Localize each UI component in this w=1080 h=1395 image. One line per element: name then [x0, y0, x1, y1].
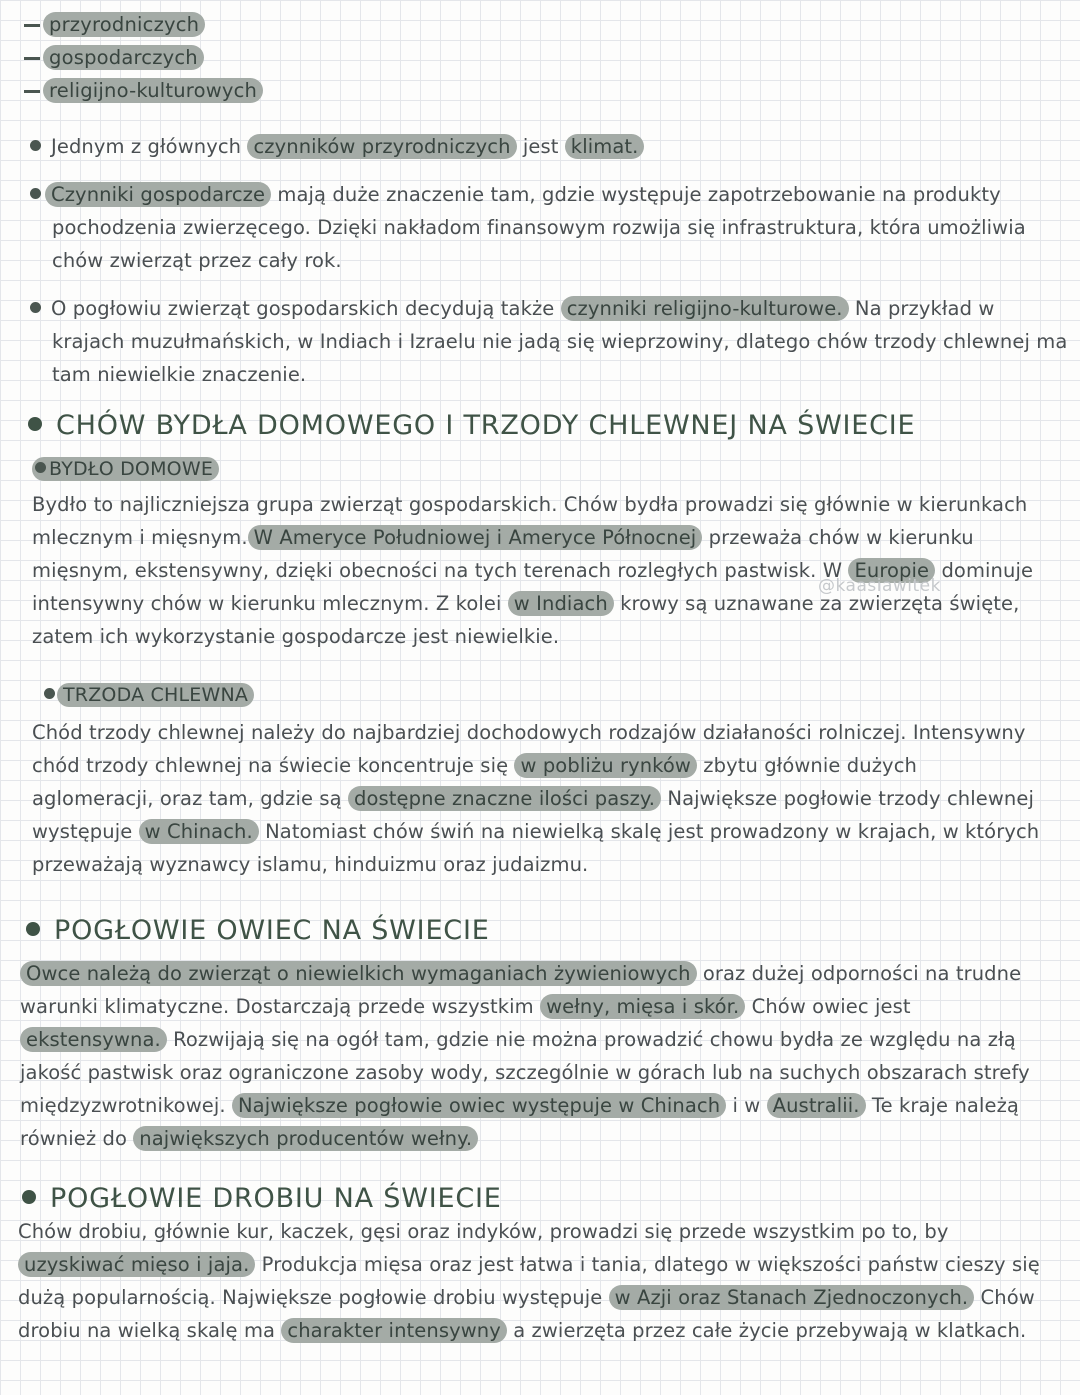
bullet-icon [44, 688, 55, 699]
bullet-icon [35, 462, 46, 473]
bullet-climate: Jednym z głównych czynników przyrodniczych jest klimat. [30, 130, 1050, 163]
subheading-cattle: BYDŁO DOMOWE [32, 454, 219, 484]
heading-poultry: POGŁOWIE DROBIU NA ŚWIECIE [22, 1181, 502, 1217]
bullet-icon [26, 922, 40, 936]
dash-icon [24, 90, 40, 93]
subheading-pigs: TRZODA CHLEWNA [44, 680, 254, 710]
factor-list [24, 8, 263, 107]
bullet-religious: O pogłowiu zwierząt gospodarskich decydują także czynniki religijno-kulturowe. Na przykład w krajach muzułmańskich, w Indiach i Izraelu nie jadą się wieprzowiny, dlatego chów trzody chlewnej ma tam niewielkie znaczenie. [30, 292, 1072, 391]
bullet-economic: Czynniki gospodarcze mają duże znaczenie tam, gdzie występuje zapotrzebowanie na produkty pochodzenia zwierzęcego. Dzięki nakładom finansowym rozwija się infrastruktura, która umożliwia chów zwierząt przez cały rok. [30, 178, 1052, 277]
dash-icon [24, 24, 40, 27]
dash-icon [24, 57, 40, 60]
bullet-icon [30, 302, 41, 313]
bullet-icon [30, 188, 41, 199]
factor-item: przyrodniczych [24, 8, 263, 41]
heading-cattle-pigs: CHÓW BYDŁA DOMOWEGO I TRZODY CHLEWNEJ NA ŚWIECIE [28, 408, 915, 444]
factor-item: religijno-kulturowych [24, 74, 263, 107]
sheep-paragraph: Owce należą do zwierząt o niewielkich wymaganiach żywieniowych oraz dużej odporności na trudne warunki klimatyczne. Dostarczają przede wszystkim wełny, mięsa i skór. Chów owiec jest ekstensywna. Rozwijają się na ogół tam, gdzie nie można prowadzić chowu bydła ze względu na złą jakość pastwisk oraz ograniczone zasoby wody, szczególnie w górach lub na suchych obszarach strefy międzyzwrotnikowej. Największe pogłowie owiec występuje w Chinach i w Australii. Te kraje należą również do największych producentów wełny. [20, 962, 1030, 1150]
factor-item: gospodarczych [24, 41, 263, 74]
heading-sheep: POGŁOWIE OWIEC NA ŚWIECIE [26, 913, 490, 949]
poultry-paragraph: Chów drobiu, głównie kur, kaczek, gęsi oraz indyków, prowadzi się przede wszystkim po to, by uzyskiwać mięso i jaja. Produkcja mięsa oraz jest łatwa i tania, dlatego w większości państw cieszy się dużą popularnością. Największe pogłowie drobiu występuje w Azji oraz Stanach Zjednoczonych. Chów drobiu na wielką skalę ma charakter intensywny a zwierzęta przez całe życie przebywają w klatkach. [18, 1220, 1040, 1342]
bullet-icon [28, 417, 42, 431]
cattle-paragraph: Bydło to najliczniejsza grupa zwierząt gospodarskich. Chów bydła prowadzi się głównie w kierunkach mlecznym i mięsnym. W Ameryce Południowej i Ameryce Północnej przeważa chów w kierunku mięsnym, ekstensywny, dzięki obecności na tych terenach rozległych pastwisk. W Europie dominuje intensywny chów w kierunku mlecznym. Z kolei w Indiach krowy są uznawane za zwierzęta święte, zatem ich wykorzystanie gospodarcze jest niewielkie. [32, 493, 1034, 648]
pigs-paragraph: Chód trzody chlewnej należy do najbardziej dochodowych rodzajów działaności rolniczej. Intensywny chód trzody chlewnej na świecie koncentruje się w pobliżu rynków zbytu głównie dużych aglomeracji, oraz tam, gdzie są dostępne znaczne ilości paszy. Największe pogłowie trzody chlewnej występuje w Chinach. Natomiast chów świń na niewielką skalę jest prowadzony w krajach, w których przeważają wyznawcy islamu, hinduizmu oraz judaizmu. [32, 721, 1040, 876]
bullet-icon [22, 1190, 36, 1204]
watermark: @kaasiawitek [818, 576, 941, 596]
bullet-icon [30, 140, 41, 151]
